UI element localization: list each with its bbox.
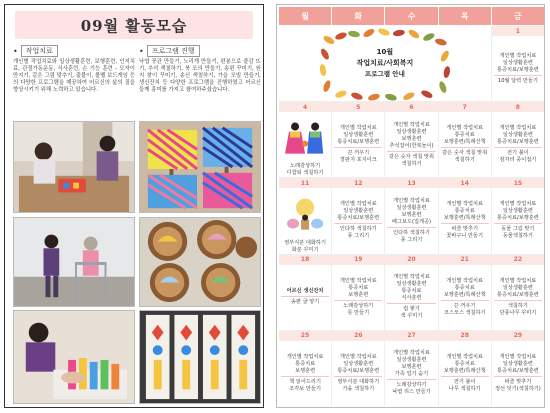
program-line: 정선 잇기(색칠하기) bbox=[495, 385, 541, 392]
program-line: 식사훈련 bbox=[401, 295, 422, 302]
program-line: 개인별 작업치료 bbox=[446, 353, 484, 360]
program-line: 가족 얼기 숨기 bbox=[394, 371, 429, 378]
afternoon-program bbox=[279, 163, 331, 177]
program-line: 통증치료/보행훈련 bbox=[337, 367, 380, 374]
program-line: 통증치료/보행훈련 bbox=[496, 66, 539, 73]
holiday-illustration-icon bbox=[279, 112, 331, 163]
afternoon-program bbox=[334, 223, 382, 241]
calendar-day-21 bbox=[439, 255, 491, 330]
afternoon-program bbox=[334, 300, 382, 318]
program-line: 보행훈련 bbox=[401, 135, 422, 142]
program-line: 보행훈련/특례산책 bbox=[443, 367, 486, 374]
afternoon-program bbox=[441, 147, 489, 165]
day-number: 7 bbox=[439, 102, 491, 112]
day-number: 25 bbox=[279, 331, 331, 341]
program-line: 통증치료/보행훈련 bbox=[496, 139, 539, 146]
program-line: 통증치료 bbox=[454, 284, 475, 291]
calendar-day-8 bbox=[492, 102, 544, 177]
afternoon-program bbox=[334, 147, 382, 165]
afternoon-program bbox=[387, 303, 435, 321]
program-line: 끈 꺼우기 bbox=[453, 302, 476, 309]
program-line: 풍 그리기 bbox=[347, 233, 370, 240]
calendar-day-13 bbox=[385, 178, 437, 253]
photo-therapy-session bbox=[13, 121, 135, 213]
morning-program bbox=[492, 200, 544, 223]
afternoon-program bbox=[334, 376, 382, 394]
afternoon-program bbox=[494, 300, 542, 318]
photo-hand-exercise bbox=[13, 310, 135, 404]
program-line: 결판지 포지이크 bbox=[339, 157, 377, 164]
weekday-header bbox=[279, 7, 544, 25]
program-line: 전기 불이 bbox=[507, 150, 529, 157]
program-line: 개인별 작업치료 bbox=[446, 125, 484, 132]
calendar-day-18 bbox=[279, 255, 331, 330]
program-line: 개인별 작업치료 bbox=[393, 274, 430, 281]
afternoon-program bbox=[441, 376, 489, 394]
program-line: 통증치료/보행훈련 bbox=[496, 291, 539, 298]
program-line: 색칠하기 bbox=[507, 302, 528, 309]
morning-program bbox=[279, 353, 331, 376]
program-line: 보행훈련 bbox=[295, 367, 316, 374]
holiday-illustration-icon bbox=[279, 188, 331, 239]
morning-program bbox=[385, 197, 437, 227]
morning-program bbox=[439, 124, 491, 147]
occupational-therapy-section bbox=[13, 45, 135, 94]
program-line: 꽃바구니 만들기 bbox=[446, 233, 484, 240]
day-number: 8 bbox=[492, 102, 544, 112]
bullet-icon: • bbox=[139, 46, 144, 56]
program-line: 일상생활훈련 bbox=[343, 360, 374, 367]
calendar-day-20 bbox=[385, 255, 437, 330]
calendar-day-29 bbox=[492, 331, 544, 406]
morning-program bbox=[492, 277, 544, 300]
program-line: 잠자리 종이접기 bbox=[499, 157, 537, 164]
afternoon-program bbox=[494, 75, 542, 86]
afternoon-program bbox=[387, 151, 435, 169]
afternoon-program bbox=[281, 376, 329, 394]
program-line: 일상생활훈련 bbox=[502, 360, 533, 367]
program-line: 낙엽 리스 만들기 bbox=[392, 389, 431, 396]
program-line: 끈 꺼우기 bbox=[347, 150, 370, 157]
program-line: 보행훈련/특례산책 bbox=[443, 215, 486, 222]
program-line: 퍼즐 맞추기 bbox=[451, 226, 479, 233]
program-line: 조각보 만들기 bbox=[289, 385, 321, 392]
program-line: 통증치료 bbox=[348, 284, 369, 291]
day-number: 6 bbox=[385, 102, 437, 112]
program-line: 개인별 작업치료 bbox=[339, 353, 377, 360]
morning-program bbox=[439, 200, 491, 223]
program-section bbox=[139, 45, 261, 94]
section-text: 개인별 작업치료와 일상생활훈련, 보행훈련, 인지치료, 관절가동운동, 식사훈련, 손 기능 훈련 - 모자이 만지기, 같은 그림 맞추기, 출불이, 볼펠 보드게임 등의 다양한 프로그램을 제공하여 어르신의 삶의 질을 향상시키기 위해 노력하고 있습니다. bbox=[13, 59, 135, 93]
morning-program bbox=[332, 200, 384, 223]
program-line: 인다하 색칠하기 bbox=[393, 229, 430, 236]
calendar-day-7 bbox=[439, 102, 491, 177]
photo-songpyeon-crafts bbox=[139, 217, 261, 307]
weekday-tue: 화 bbox=[332, 7, 384, 25]
calendar-day-22 bbox=[492, 255, 544, 330]
program-line: 색 꾸미기 bbox=[400, 313, 423, 320]
program-line: 통증치료 bbox=[454, 360, 475, 367]
calendar-day-11 bbox=[279, 178, 331, 253]
program-line: 보행훈련 bbox=[401, 364, 422, 371]
program-line: 개인별 작업치료 bbox=[339, 277, 377, 284]
morning-program bbox=[385, 121, 437, 151]
program-line: 책 읽어드리기 bbox=[289, 378, 321, 385]
calendar-day-26 bbox=[332, 331, 384, 406]
morning-program bbox=[332, 353, 384, 376]
calendar-day-5 bbox=[332, 102, 384, 177]
weekday-wed: 수 bbox=[385, 7, 437, 25]
program-line: 개인별 작업치료 bbox=[499, 277, 537, 284]
program-line: 일상생활훈련 bbox=[396, 281, 427, 288]
section-text: 낙엽 꽁관 만들기, 노리개 만들기, 편봉으로 줄감 뜨기, 추석 색칠하기, 북 조의 만들기, 송편 꾸미기, 원지 찾이 꾸미기, 송신 색칠하기, 가을 모빌 만들기, 생신잔치 등 다양한 프로그램을 진행하였고 어르신들께 흥미를 가지고 참여하주셨습니다. bbox=[139, 59, 261, 93]
weekday-mon: 월 bbox=[279, 7, 331, 25]
morning-program bbox=[492, 124, 544, 147]
afternoon-program bbox=[281, 296, 329, 307]
calendar-grid bbox=[279, 26, 544, 406]
program-line: 전기 불이 bbox=[453, 378, 476, 385]
program-line: 일상생활훈련 bbox=[502, 59, 533, 66]
day-number: 12 bbox=[332, 178, 384, 188]
photo-paper-fans bbox=[139, 121, 261, 213]
program-line: 통증치료/보행훈련 bbox=[337, 215, 380, 222]
program-line: 통증치료 bbox=[454, 132, 475, 139]
afternoon-program bbox=[279, 240, 331, 254]
bullet-icon: • bbox=[13, 46, 18, 56]
program-line: 개인별 작업치료 bbox=[393, 350, 430, 357]
program-line: 통증치료 bbox=[454, 208, 475, 215]
day-number: 28 bbox=[439, 331, 491, 341]
program-line: 컵 쌓기 bbox=[403, 306, 420, 313]
program-line: 풍 그리기 bbox=[400, 236, 423, 243]
afternoon-program bbox=[494, 376, 542, 394]
program-line: 일상생활훈련 bbox=[502, 208, 533, 215]
calendar-day-1 bbox=[492, 26, 544, 101]
calendar-banner bbox=[279, 26, 491, 101]
program-line: 개인별 작업치료 bbox=[393, 121, 430, 128]
day-number: 20 bbox=[385, 255, 437, 265]
program-line: 통증치료 bbox=[295, 360, 316, 367]
program-line: 일상생활훈련 bbox=[502, 132, 533, 139]
program-line: 가을 색칠하기 bbox=[342, 385, 375, 392]
program-line: 일상생활훈련 bbox=[343, 208, 374, 215]
special-event: 어르신 생신잔치 bbox=[286, 288, 324, 295]
program-line: 나무 색칠하기 bbox=[448, 385, 481, 392]
day-number: 5 bbox=[332, 102, 384, 112]
afternoon-program bbox=[387, 227, 435, 245]
banner-month: 10월 bbox=[376, 48, 394, 57]
calendar-day-15 bbox=[492, 178, 544, 253]
program-line: 노래감상하기 bbox=[396, 382, 427, 389]
program-line: 노래감상하기 bbox=[343, 302, 374, 309]
afternoon-program bbox=[441, 300, 489, 318]
afternoon-program bbox=[441, 223, 489, 241]
afternoon-program bbox=[387, 379, 435, 397]
program-line: 일상생활훈련 bbox=[343, 132, 374, 139]
day-number: 27 bbox=[385, 331, 437, 341]
page-title: 09월 활동모습 bbox=[15, 11, 253, 39]
program-line: 일상생활훈련 bbox=[502, 284, 533, 291]
program-line: 영부식분 대화하기 bbox=[337, 378, 380, 385]
day-number: 13 bbox=[385, 178, 437, 188]
program-line: 개인별 작업치료 bbox=[339, 125, 377, 132]
calendar-day-19 bbox=[332, 255, 384, 330]
program-line: 개인별 작업치료 bbox=[499, 353, 537, 360]
program-line: 노래감상하기 bbox=[290, 163, 321, 170]
program-line: 단풍나무 꾸미기 bbox=[499, 309, 537, 316]
day-number: 21 bbox=[439, 255, 491, 265]
banner-subtitle: 작업치료/사회복지 bbox=[356, 59, 414, 68]
day-number: 14 bbox=[439, 178, 491, 188]
program-line: 보행훈련/특례산책 bbox=[443, 291, 486, 298]
program-line: 추석잡어(한복놀이) bbox=[389, 142, 434, 149]
weekday-fri: 금 bbox=[492, 7, 544, 25]
calendar-day-4 bbox=[279, 102, 331, 177]
activity-page bbox=[4, 4, 264, 408]
program-line: 같은 숫자 색칠 맞춰 색칠하기 bbox=[388, 153, 435, 167]
program-line: 개인별 작업치료 bbox=[339, 201, 377, 208]
program-line: 일상생활훈련 bbox=[396, 204, 427, 211]
program-line: 페그보드(집게공) bbox=[391, 218, 432, 225]
program-line: 개인별 작업치료 bbox=[499, 52, 537, 59]
section-label: 작업치료 bbox=[21, 45, 58, 57]
program-calendar bbox=[276, 4, 545, 408]
program-line: 보행훈련 bbox=[348, 291, 369, 298]
program-line: 개인별 작업치료 bbox=[446, 277, 484, 284]
morning-program bbox=[332, 277, 384, 300]
calendar-day-28 bbox=[439, 331, 491, 406]
program-line: 영부식분 대화하기 bbox=[284, 239, 326, 246]
program-line: 보행훈련 bbox=[401, 211, 422, 218]
program-line: 송편 굴 양기 bbox=[290, 299, 320, 306]
program-line: 인다하 색칠하기 bbox=[339, 226, 377, 233]
day-number: 11 bbox=[279, 178, 331, 188]
calendar-day-25 bbox=[279, 331, 331, 406]
program-line: 퍼즐 맞추기 bbox=[504, 378, 532, 385]
program-line: 통증치료 bbox=[401, 288, 422, 295]
day-number: 15 bbox=[492, 178, 544, 188]
morning-program bbox=[385, 273, 437, 303]
morning-program bbox=[332, 124, 384, 147]
program-line: 동물색칠하기 bbox=[502, 233, 533, 240]
day-number: 29 bbox=[492, 331, 544, 341]
morning-program bbox=[492, 52, 544, 75]
program-line: 개인별 작업치료 bbox=[286, 353, 324, 360]
program-line: 개인별 작업치료 bbox=[499, 125, 537, 132]
program-line: 개인별 작업치료 bbox=[393, 197, 430, 204]
program-line: 동물 그림 맞기 bbox=[501, 226, 535, 233]
photo-norigae-crafts bbox=[139, 310, 261, 404]
program-line: 코스모스 색칠하기 bbox=[443, 309, 486, 316]
day-number: 19 bbox=[332, 255, 384, 265]
program-line: 디함퇴 색칠하기 bbox=[286, 170, 324, 177]
morning-program bbox=[492, 353, 544, 376]
program-line: 같은 숫자 색칠 맞춰 색칠하기 bbox=[442, 150, 488, 164]
section-label: 프로그램 진행 bbox=[147, 45, 200, 57]
program-line: 일상생활훈련 bbox=[396, 357, 427, 364]
morning-program bbox=[439, 277, 491, 300]
morning-program bbox=[385, 349, 437, 379]
day-number: 4 bbox=[279, 102, 331, 112]
morning-program bbox=[439, 353, 491, 376]
program-line: 10월 달력 만들기 bbox=[497, 77, 538, 84]
program-line: 통증치료/보행훈련 bbox=[496, 215, 539, 222]
afternoon-program bbox=[494, 147, 542, 165]
calendar-day-14 bbox=[439, 178, 491, 253]
program-line: 통증치료/보행훈련 bbox=[496, 367, 539, 374]
calendar-day-6 bbox=[385, 102, 437, 177]
program-line: 롯 만들기 bbox=[347, 309, 370, 316]
weekday-thu: 목 bbox=[439, 7, 491, 25]
program-line: 보행훈련/특례산책 bbox=[443, 139, 486, 146]
calendar-day-27 bbox=[385, 331, 437, 406]
day-number: 18 bbox=[279, 255, 331, 265]
day-number: 26 bbox=[332, 331, 384, 341]
afternoon-program bbox=[494, 223, 542, 241]
program-line: 통증치료/보행훈련 bbox=[337, 139, 380, 146]
program-line: 개인별 작업치료 bbox=[446, 201, 484, 208]
day-number: 22 bbox=[492, 255, 544, 265]
program-line: 개인별 작업치료 bbox=[499, 201, 537, 208]
program-line: 화분 꾸미기 bbox=[291, 246, 319, 253]
calendar-day-12 bbox=[332, 178, 384, 253]
photo-gait-training bbox=[13, 217, 135, 307]
day-number: 1 bbox=[492, 26, 544, 36]
banner-title: 프로그램 안내 bbox=[364, 70, 405, 79]
program-line: 일상생활훈련 bbox=[396, 128, 427, 135]
